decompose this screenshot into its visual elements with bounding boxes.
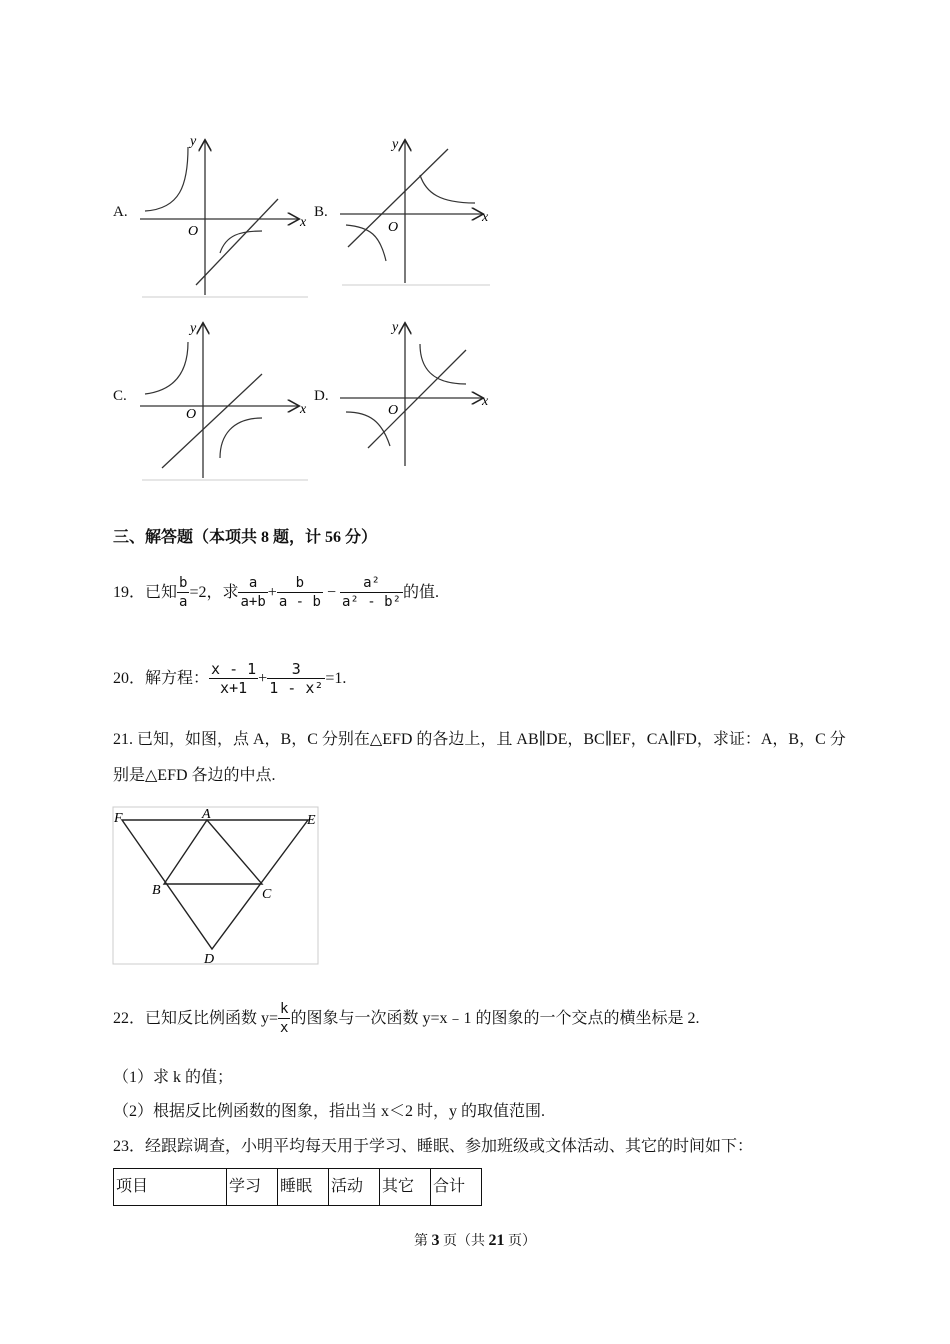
y-label: y — [392, 320, 399, 335]
x-label: x — [482, 210, 489, 225]
fraction-denominator: a - b — [278, 594, 321, 610]
q22-part2: （2）根据反比例函数的图象，指出当 x＜2 时，y 的取值范围. — [113, 1103, 546, 1120]
y-label: y — [392, 137, 399, 152]
q22-prefix: 22．已知反比例函数 y= — [113, 1009, 279, 1027]
fraction-numerator: 3 — [291, 660, 301, 678]
q22-suffix: 的图象与一次函数 y=x﹣1 的图象的一个交点的横坐标是 2. — [290, 1009, 700, 1027]
q21-line1: 21. 已知，如图，点 A，B，C 分别在△EFD 的各边上，且 AB∥DE，BC∥EF，CA∥FD，求证：A，B，C 分 — [113, 731, 846, 748]
hyperbola-branch — [145, 147, 188, 211]
minus-sign: − — [326, 583, 336, 601]
option-b-label: B. — [314, 204, 328, 220]
origin-label: O — [188, 224, 199, 239]
label-b: B — [152, 883, 161, 898]
q22-part1: （1）求 k 的值； — [113, 1069, 234, 1086]
q20-prefix: 20．解方程： — [113, 669, 210, 687]
total-pages: 21 — [488, 1232, 505, 1249]
question-20 — [113, 660, 346, 697]
label-a: A — [202, 807, 211, 822]
fraction-denominator: 1 - x² — [269, 679, 324, 697]
line-graph — [162, 374, 262, 468]
q23-text: 23．经跟踪调查，小明平均每天用于学习、睡眠、参加班级或文体活动、其它的时间如下： — [113, 1138, 754, 1155]
time-table — [113, 1168, 482, 1206]
graph-option-b — [340, 135, 495, 290]
page-footer — [0, 1230, 950, 1250]
x-label: x — [300, 215, 307, 230]
hyperbola-branch — [420, 344, 466, 384]
origin-label: O — [186, 407, 197, 422]
origin-label: O — [388, 403, 399, 418]
line-graph — [368, 350, 466, 448]
fraction-denominator: a+b — [240, 594, 266, 610]
y-label: y — [190, 321, 197, 336]
option-d-label: D. — [314, 388, 329, 404]
table-header-cell: 睡眠 — [278, 1169, 329, 1206]
graph-option-d — [340, 318, 495, 468]
table-header-cell: 项目 — [114, 1169, 227, 1206]
q20-term1 — [209, 660, 258, 697]
label-e: E — [307, 813, 316, 828]
question-22 — [113, 1000, 700, 1037]
y-label: y — [190, 135, 197, 149]
triangle-figure — [112, 806, 320, 966]
q19-term2 — [277, 574, 323, 611]
label-f: F — [114, 811, 123, 826]
fraction-numerator: b — [295, 575, 305, 591]
fraction-numerator: a² — [363, 575, 380, 591]
q19-prefix: 19．已知 — [113, 583, 178, 601]
hyperbola-branch — [220, 231, 262, 253]
fraction-denominator: a² - b² — [342, 594, 402, 610]
q19-given-eq: =2，求 — [189, 583, 239, 601]
q19-term3 — [340, 574, 403, 611]
footer-mid: 页（共 — [439, 1234, 489, 1249]
plus-sign: + — [258, 669, 268, 687]
table-header-cell: 其它 — [380, 1169, 431, 1206]
graph-option-a — [140, 135, 310, 300]
fraction-numerator: b — [179, 575, 188, 591]
fraction-denominator: x — [280, 1020, 289, 1036]
table-row — [114, 1169, 482, 1206]
fraction-denominator: a — [179, 594, 188, 610]
fraction-numerator: x - 1 — [211, 660, 257, 678]
q20-term2 — [267, 660, 325, 697]
hyperbola-branch — [420, 175, 475, 203]
table-header-cell: 合计 — [431, 1169, 482, 1206]
triangle-abc — [164, 820, 262, 884]
label-c: C — [262, 887, 272, 902]
footer-pre: 第 — [414, 1234, 432, 1249]
table-header-cell: 学习 — [227, 1169, 278, 1206]
x-label: x — [300, 402, 307, 417]
q20-suffix: =1. — [325, 669, 347, 687]
table-header-cell: 活动 — [329, 1169, 380, 1206]
q19-suffix: 的值. — [403, 583, 440, 601]
footer-post: 页） — [504, 1234, 536, 1249]
page-number: 3 — [431, 1232, 440, 1249]
origin-label: O — [388, 220, 399, 235]
option-c-label: C. — [113, 388, 127, 404]
x-label: x — [482, 394, 489, 409]
q21-line2: 别是△EFD 各边的中点. — [113, 767, 276, 784]
option-a-label: A. — [113, 204, 128, 220]
fraction-numerator: k — [280, 1001, 289, 1017]
label-d: D — [204, 952, 215, 966]
fraction-denominator: x+1 — [209, 678, 258, 697]
q19-given-fraction — [177, 574, 189, 611]
graph-option-c — [140, 318, 310, 484]
q19-term1 — [238, 574, 267, 611]
question-19 — [113, 574, 439, 611]
hyperbola-branch — [220, 418, 262, 458]
plus-sign: + — [267, 583, 277, 601]
q22-fraction — [278, 1000, 290, 1037]
line-graph — [196, 199, 278, 285]
hyperbola-branch — [346, 412, 390, 446]
section-heading: 三、解答题（本项共 8 题，计 56 分） — [113, 529, 378, 546]
hyperbola-branch — [145, 342, 188, 394]
fraction-numerator: a — [248, 575, 258, 591]
